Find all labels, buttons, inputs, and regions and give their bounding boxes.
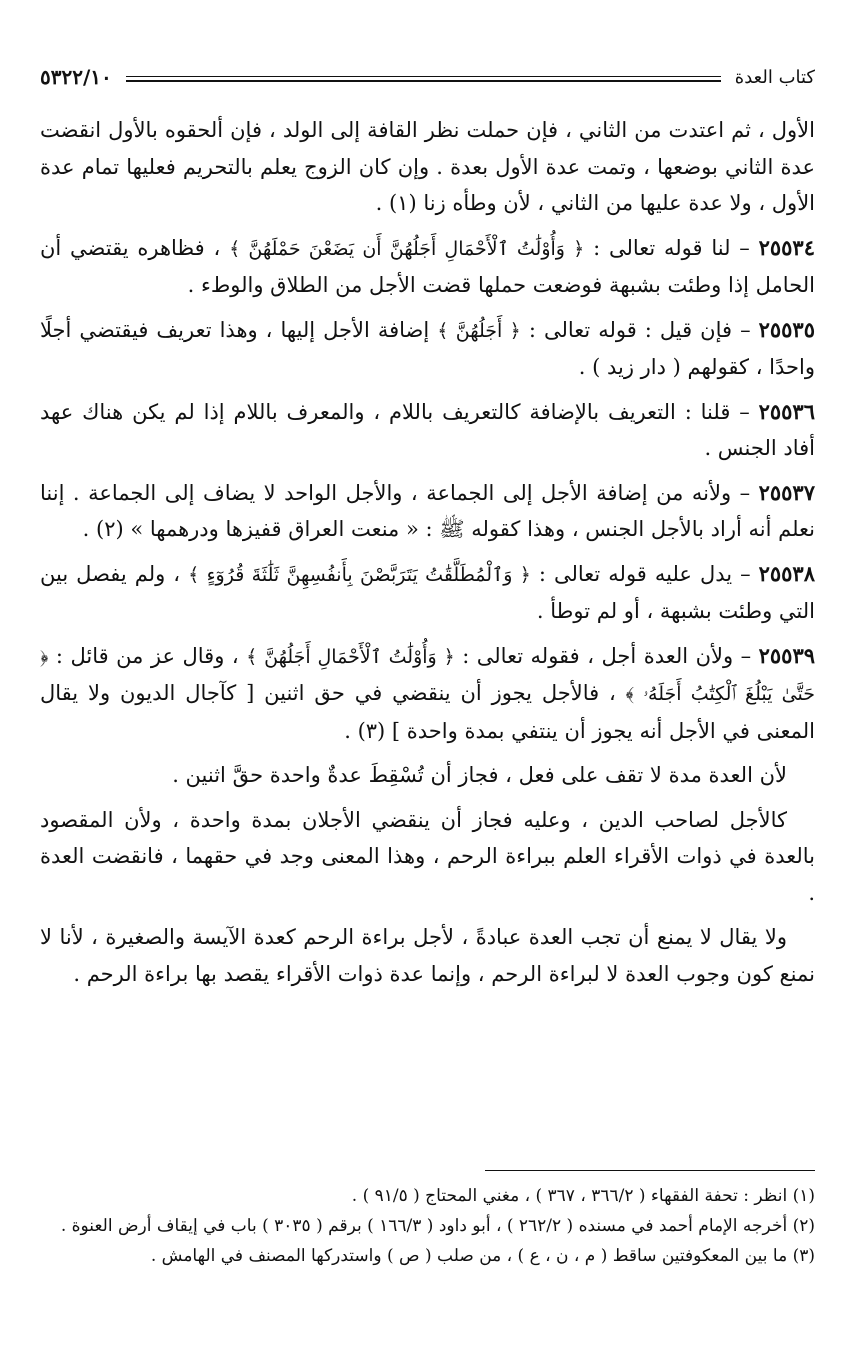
page-header — [40, 62, 815, 92]
paragraph-text: – فإن قيل : قوله تعالى : — [520, 317, 759, 342]
paragraph-text: – ولأن العدة أجل ، فقوله تعالى : — [454, 643, 759, 668]
page-number: ٥٣٢٢/١٠ — [40, 65, 112, 89]
paragraph-text: لأن العدة مدة لا تقف على فعل ، فجاز أن تُسْقِطَ عدةٌ واحدة حقَّ اثنين . — [172, 763, 787, 787]
paragraph-number: ٢٥٥٣٩ — [758, 642, 816, 668]
paragraph-text: – يدل عليه قوله تعالى : — [530, 561, 759, 586]
quran-verse: ﴿ وَأُوْلَٰتُ ٱلْأَحْمَالِ أَجَلُهُنَّ ﴾ — [246, 645, 455, 668]
paragraph-25537 — [40, 475, 815, 548]
main-text — [40, 112, 815, 1000]
paragraph-text: ، فظاهره يقتضي أن الحامل إذا وطئت بشبهة فوضعت حملها قضت الأجل من الطلاق والوطء . — [40, 235, 815, 297]
paragraph-25539 — [40, 638, 815, 750]
paragraph-text: – قلنا : التعريف بالإضافة كالتعريف باللام ، والمعرف باللام إذا لم يكن هناك عهد أفاد الجنس . — [40, 399, 815, 460]
paragraph-text: – لنا قوله تعالى : — [584, 235, 759, 260]
paragraph-25535 — [40, 312, 815, 386]
footnote-2: (٢) أخرجه الإمام أحمد في مسنده ( ٢٦٢/٢ ) ، أبو داود ( ١٦٦/٣ ) برقم ( ٣٠٣٥ ) باب في إيقاف أرض العنوة . — [60, 1216, 815, 1236]
paragraph-25536 — [40, 394, 815, 467]
paragraph-25534 — [40, 230, 815, 304]
quran-verse: ﴿ وَٱلْمُطَلَّقَٰتُ يَتَرَبَّصْنَ بِأَنفُسِهِنَّ ثَلَٰثَةَ قُرُوٓءٍ ﴾ — [188, 563, 531, 586]
paragraph-number: ٢٥٥٣٥ — [758, 316, 815, 342]
paragraph-number: ٢٥٥٣٦ — [758, 398, 815, 424]
paragraph-text: الأول ، ثم اعتدت من الثاني ، فإن حملت نظر القافة إلى الولد ، فإن ألحقوه بالأول انقضت عدة الثاني بوضعها ، وتمت عدة الأول بعدة . وإن كان الزوج يعلم بالتحريم فعليها تمام عدة الأول ، ولا عدة عليها من الثاني ، لأن وطأه زنا (١) . — [40, 118, 815, 215]
paragraph-continuation — [40, 112, 815, 222]
paragraph-text: كالأجل لصاحب الدين ، وعليه فجاز أن ينقضي الأجلان بمدة واحدة ، ولأن المقصود بالعدة في ذوات الأقراء العلم ببراءة الرحم ، وهذا المعنى وجد في حقهما ، فانقضت العدة . — [40, 807, 815, 905]
quran-verse: ﴿ وَأُوْلَٰتُ ٱلْأَحْمَالِ أَجَلُهُنَّ أَن يَضَعْنَ حَمْلَهُنَّ ﴾ — [229, 237, 585, 260]
footnotes — [40, 1170, 815, 1271]
book-page — [40, 40, 815, 1310]
paragraph-number: ٢٥٥٣٤ — [758, 234, 815, 260]
paragraph-text: ، ولم يفصل بين التي وطئت بشبهة ، أو لم توطأ . — [40, 561, 815, 623]
paragraph-unnumbered — [40, 919, 815, 992]
footnote-3: (٣) ما بين المعكوفتين ساقط ( م ، ن ، ع ) ، من صلب ( ص ) واستدركها المصنف في الهامش . — [150, 1246, 815, 1266]
paragraph-unnumbered — [40, 757, 815, 794]
quran-verse: ﴿ أَجَلُهُنَّ ﴾ — [437, 319, 521, 342]
paragraph-number: ٢٥٥٣٧ — [758, 479, 815, 505]
paragraph-text: إضافة الأجل إليها ، وهذا تعريف فيقتضي أجلًا واحدًا ، كقولهم ( دار زيد ) . — [40, 317, 815, 379]
paragraph-number: ٢٥٥٣٨ — [758, 560, 815, 586]
header-rule — [126, 76, 721, 82]
paragraph-text: ، وقال عز من قائل : — [48, 643, 247, 668]
paragraph-unnumbered — [40, 802, 815, 912]
quran-verse: ﴿ حَتَّىٰ يَبْلُغَ ٱلْكِتَٰبُ أَجَلَهُۥ ﴾ — [40, 645, 815, 705]
book-title: كتاب العدة — [734, 66, 815, 88]
paragraph-text: ، فالأجل يجوز أن ينقضي في حق اثنين [ كآجال الديون ولا يقال المعنى في الأجل أنه يجوز أن ينتفي بمدة واحدة ] (٣) . — [40, 681, 815, 743]
paragraph-text: ولا يقال لا يمنع أن تجب العدة عبادةً ، لأجل براءة الرحم كعدة الآيسة والصغيرة ، لأنا لا نمنع كون وجوب العدة لا لبراءة الرحم ، وإنما عدة ذوات الأقراء يقصد بها براءة الرحم . — [40, 925, 815, 986]
paragraph-25538 — [40, 556, 815, 630]
footnote-1: (١) انظر : تحفة الفقهاء ( ٣٦٦/٢ ، ٣٦٧ ) ، مغني المحتاج ( ٩١/٥ ) . — [351, 1186, 815, 1206]
footnote-divider — [485, 1170, 815, 1171]
paragraph-text: – ولأنه من إضافة الأجل إلى الجماعة ، والأجل الواحد لا يضاف إلى الجماعة . إننا نعلم أنه أراد بالأجل الجنس ، وهذا كقوله ﷺ : « منعت العراق قفيزها ودرهمها » (٢) . — [40, 480, 815, 541]
